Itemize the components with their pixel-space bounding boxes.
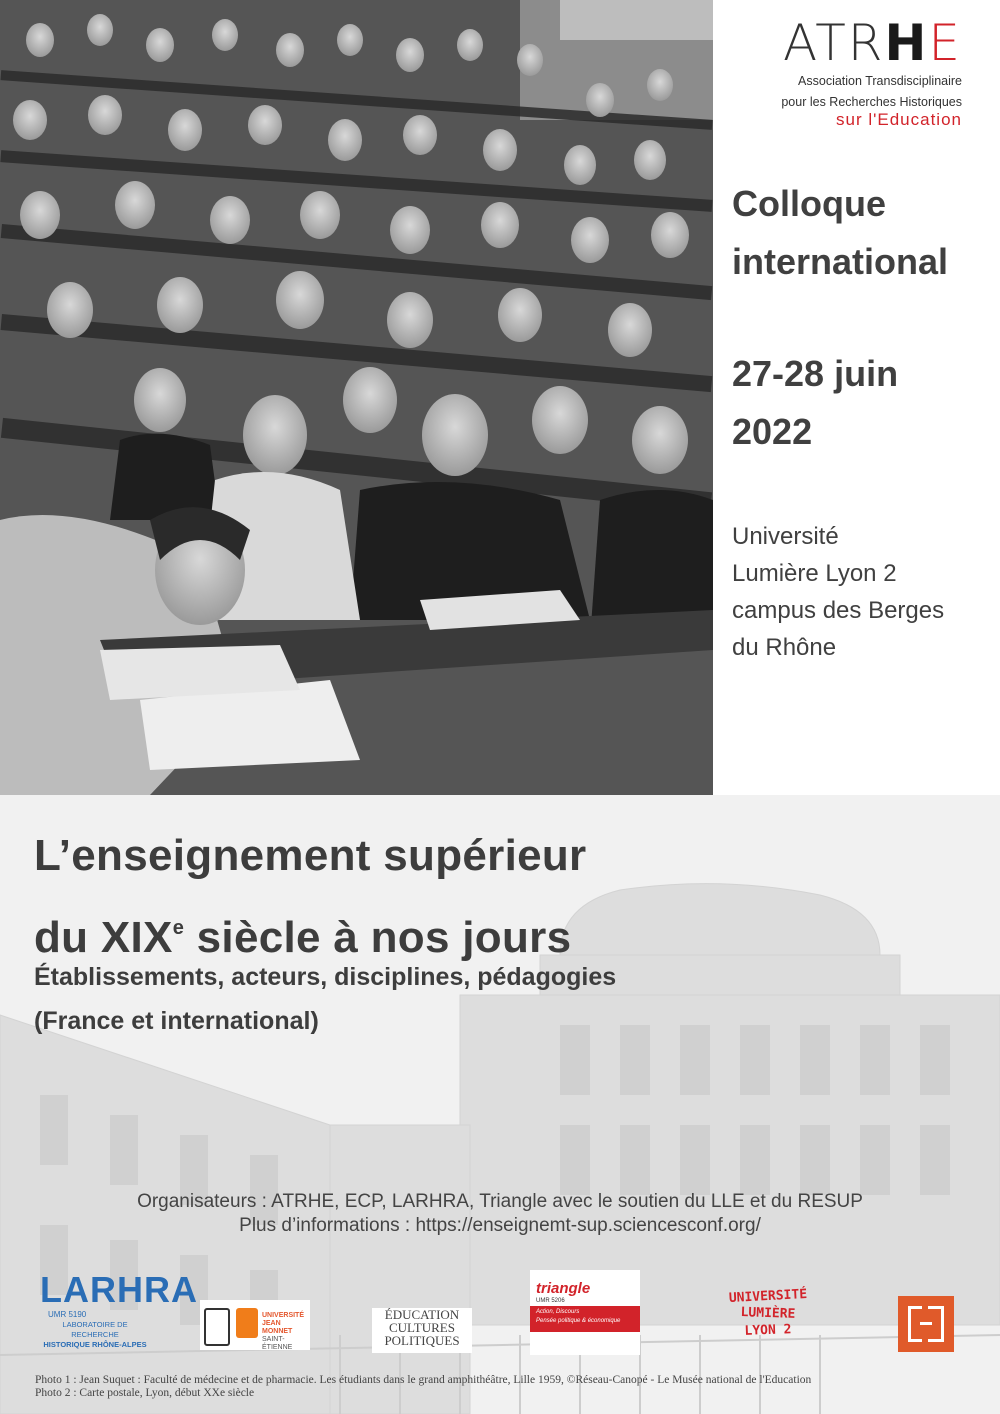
conference-subtitle: [34, 955, 616, 1043]
title-line-2-start: du XIX: [34, 913, 173, 962]
triangle-wordmark: triangle: [536, 1280, 591, 1297]
photo-credits: [35, 1374, 811, 1400]
lle-logo-icon: [898, 1296, 954, 1352]
ecp-line-1: ÉDUCATION: [384, 1307, 460, 1322]
credit-photo-2: Photo 2 : Carte postale, Lyon, début XXe siècle: [35, 1387, 255, 1399]
ecp-line-3: POLITIQUES: [384, 1333, 460, 1348]
ujm-text: [262, 1312, 310, 1352]
organisers-block: [0, 1190, 1000, 1238]
title-line-1: L’enseignement supérieur: [34, 831, 587, 880]
partner-logos: [0, 1270, 1000, 1360]
credit-photo-1: Photo 1 : Jean Suquet : Faculté de médecine et de pharmacie. Les étudiants dans le grand amphithéâtre, Lille 1959, ©Réseau-Canopé - Le Musée national de l'Education: [35, 1374, 812, 1386]
event-date-line-1: 27-28 juin: [732, 353, 899, 394]
lyon2-logo: [708, 1288, 828, 1348]
triangle-logo: [530, 1270, 640, 1355]
event-place-line-2: Lumière Lyon 2: [732, 560, 897, 587]
lyon2-line-1: UNIVERSITÉ: [728, 1286, 808, 1307]
event-place-line-3: campus des Berges: [732, 597, 945, 624]
organisers-text: Organisateurs : ATRHE, ECP, LARHRA, Triangle avec le soutien du LLE et du RESUP: [137, 1191, 863, 1212]
lyon2-line-2: LUMIÈRE: [740, 1305, 796, 1322]
triangle-umr: UMR 5206: [536, 1298, 565, 1304]
atrhe-wordmark: ATRHE: [782, 14, 962, 72]
title-superscript: e: [172, 917, 185, 939]
larhra-logo: [40, 1269, 198, 1355]
event-type-line-1: Colloque: [732, 183, 886, 224]
triangle-subline-2: Pensée politique & économique: [536, 1318, 621, 1324]
atrhe-tagline-1: Association Transdisciplinaire: [798, 74, 962, 88]
event-dates: [732, 345, 898, 461]
lyon-university-emblem-icon: [204, 1308, 230, 1346]
ecp-logo: [372, 1308, 472, 1353]
ujm-line-3: SAINT-ÉTIENNE: [262, 1336, 293, 1351]
conference-title: [34, 820, 586, 974]
larhra-subline-2: HISTORIQUE RHÔNE-ALPES: [43, 1340, 147, 1349]
ujm-line-2: JEAN MONNET: [262, 1320, 293, 1335]
event-place: [732, 518, 944, 666]
event-type-line-2: international: [732, 241, 949, 282]
event-type: [732, 175, 948, 291]
triangle-subline-1: Action, Discours: [536, 1309, 580, 1315]
larhra-subline-1: LABORATOIRE DE RECHERCHE: [62, 1320, 128, 1339]
lecture-hall-photo: [0, 0, 713, 795]
event-place-line-1: Université: [732, 523, 839, 550]
triangle-banner: [530, 1306, 640, 1332]
larhra-umr: UMR 5190: [48, 1310, 87, 1319]
subtitle-line-2: (France et international): [34, 1007, 319, 1035]
ujm-emblem-icon: [236, 1308, 258, 1338]
subtitle-line-1: Établissements, acteurs, disciplines, pédagogies: [34, 963, 617, 991]
ecp-line-2: CULTURES: [389, 1320, 455, 1335]
atrhe-logo: [772, 14, 962, 130]
ujm-logo: [200, 1300, 310, 1350]
title-line-2-end: siècle à nos jours: [184, 913, 572, 962]
lyon2-line-3: LYON 2: [744, 1322, 792, 1339]
atrhe-tagline-2: pour les Recherches Historiques: [781, 95, 962, 109]
more-info-link[interactable]: Plus d’informations : https://enseignemt-sup.sciencesconf.org/: [239, 1215, 761, 1236]
atrhe-tagline-3: sur l'Education: [836, 110, 962, 129]
event-date-line-2: 2022: [732, 411, 813, 452]
event-place-line-4: du Rhône: [732, 634, 837, 661]
larhra-wordmark: LARHRA: [40, 1269, 198, 1310]
ujm-line-1: UNIVERSITÉ: [262, 1312, 305, 1319]
